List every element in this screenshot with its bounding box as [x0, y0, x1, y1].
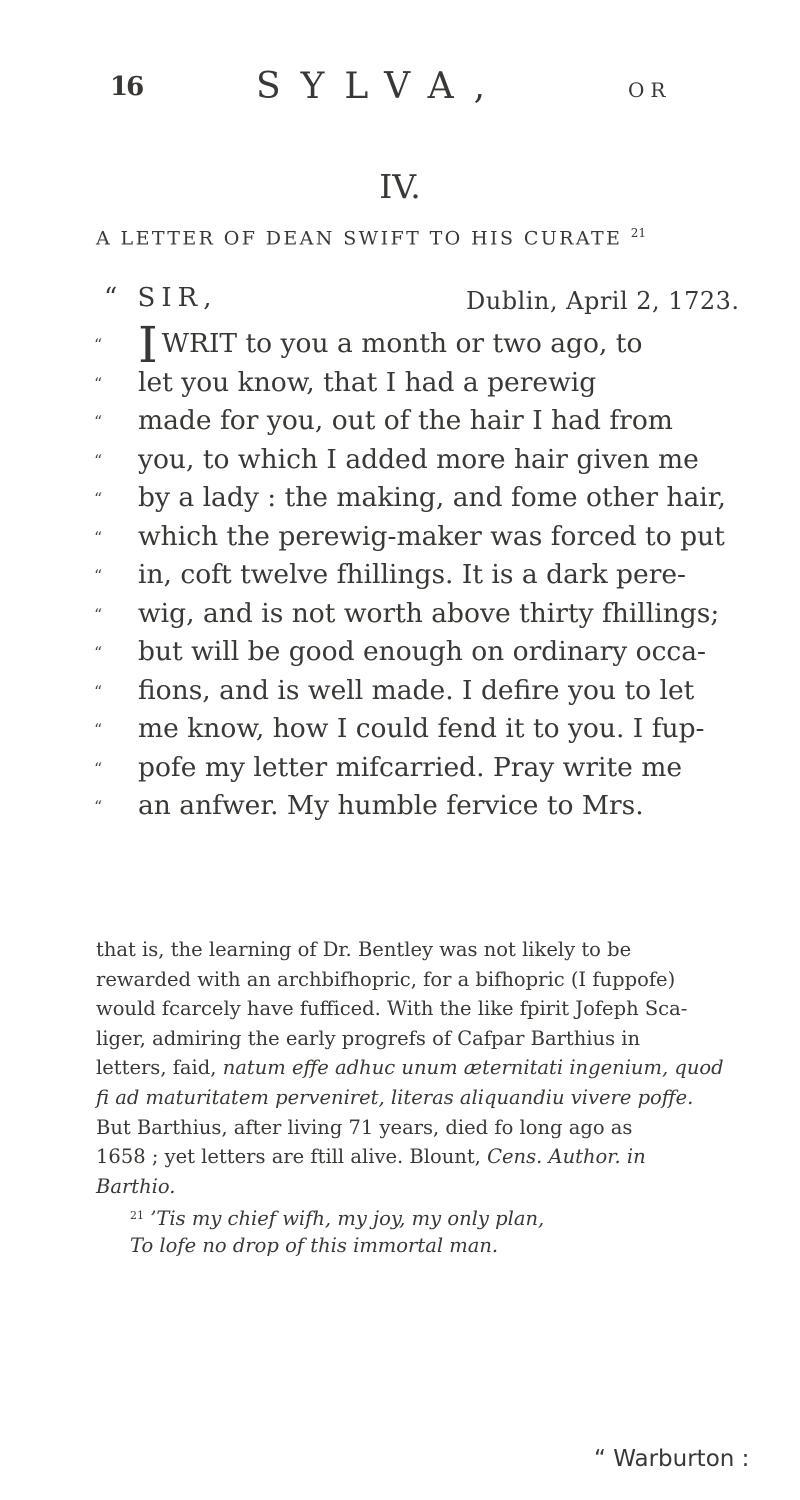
- letter-line: [94, 559, 744, 598]
- quote-mark: “: [94, 566, 103, 585]
- letter-line: [94, 675, 744, 714]
- letter-line: [94, 316, 744, 374]
- salutation: “ SIR,: [104, 283, 218, 313]
- running-head: [110, 66, 670, 116]
- running-title-suffix: OR: [628, 78, 672, 102]
- quote-mark: “: [94, 450, 103, 470]
- letter-line-text: an anfwer. My humble fervice to Mrs.: [138, 790, 644, 821]
- footnote-line: liger, admiring the early progrefs of Cafpar Barthius in: [96, 1026, 641, 1050]
- quote-mark: “: [94, 720, 103, 739]
- letter-line: [94, 482, 744, 521]
- letter-line: [94, 636, 744, 675]
- section-number: IV.: [379, 167, 421, 206]
- footnote-line: that is, the learning of Dr. Bentley was not likely to be: [96, 938, 632, 961]
- letter-line: [94, 598, 744, 637]
- citation: Cens. Author. in: [487, 1145, 646, 1169]
- letter-line: [94, 790, 744, 829]
- latin-quote: natum effe adhuc unum æternitati ingenium, quod: [222, 1056, 724, 1080]
- footnote-line: But Barthius, after living 71 years, died fo long ago as: [96, 1115, 633, 1139]
- letter-line-text: me know, how I could fend it to you. I fup-: [138, 713, 705, 744]
- footnote-text: 1658 ; yet letters are ftill alive. Blount,: [96, 1145, 488, 1169]
- footnote-text: letters, faid,: [96, 1056, 223, 1080]
- running-title: SYLVA,: [256, 66, 506, 107]
- quote-mark: “: [94, 797, 103, 816]
- letter-line: [94, 521, 744, 560]
- letter-line-text: wig, and is not worth above thirty fhillings;: [138, 597, 720, 629]
- letter-title-text: A LETTER OF DEAN SWIFT TO HIS CURATE: [96, 227, 623, 250]
- page-number: 16: [110, 72, 143, 102]
- letter-line: [94, 713, 744, 752]
- letter-line-text: WRIT to you a month or two ago, to: [161, 328, 643, 359]
- catchword: “ Warburton :: [594, 1446, 750, 1472]
- footnote-21: [96, 1201, 736, 1231]
- dateline: Dublin, April 2, 1723.: [466, 287, 740, 315]
- quote-mark: “: [94, 758, 103, 778]
- quote-mark: “: [94, 489, 103, 508]
- letter-line-text: fions, and is well made. I defire you to let: [138, 674, 695, 706]
- citation: Barthio.: [96, 1174, 176, 1198]
- letter-line-text: let you know, that I had a perewig: [138, 366, 597, 398]
- footnote-line: would fcarcely have fufficed. With the like fpirit Jofeph Sca-: [96, 997, 688, 1021]
- drop-cap: I: [138, 316, 158, 374]
- letter-line-text: in, coft twelve fhillings. It is a dark pere-: [138, 559, 687, 590]
- footnote-line: rewarded with an archbifhopric, for a bifhopric (I fuppofe): [96, 967, 676, 991]
- letter-title: [96, 226, 736, 249]
- letter-line-text: which the perewig-maker was forced to put: [138, 520, 725, 552]
- verse-line: ’Tis my chief wifh, my joy, my only plan,: [150, 1207, 545, 1231]
- quote-mark: “: [94, 681, 103, 701]
- quote-mark: “: [94, 412, 103, 431]
- letter-line: [94, 405, 744, 444]
- footnote-line: [96, 1142, 736, 1172]
- footnote-number: 21: [130, 1209, 144, 1223]
- letter-line-text: you, to which I added more hair given me: [138, 443, 699, 475]
- letter-line-text: made for you, out of the hair I had from: [138, 405, 673, 436]
- quote-mark: “: [94, 527, 103, 547]
- latin-quote: fi ad maturitatem perveniret, literas aliquandiu vivere poffe.: [96, 1085, 694, 1109]
- letter-line-text: but will be good enough on ordinary occa-: [138, 636, 707, 667]
- footnote-ref-21: 21: [630, 226, 647, 240]
- quote-mark: “: [94, 335, 103, 354]
- letter-line-text: pofe my letter mifcarried. Pray write me: [138, 751, 683, 783]
- quote-mark: “: [94, 373, 103, 393]
- footnote-line: [96, 1053, 736, 1083]
- verse-line: To lofe no drop of this immortal man.: [130, 1233, 499, 1257]
- letter-line: [94, 444, 744, 483]
- letter-body: [94, 316, 744, 829]
- quote-mark: “: [94, 643, 103, 662]
- quote-mark: “: [94, 604, 103, 624]
- footnote-block: [96, 935, 736, 1261]
- letter-line: [94, 367, 744, 406]
- letter-line-text: by a lady : the making, and fome other hair,: [138, 482, 726, 513]
- letter-line: [94, 752, 744, 791]
